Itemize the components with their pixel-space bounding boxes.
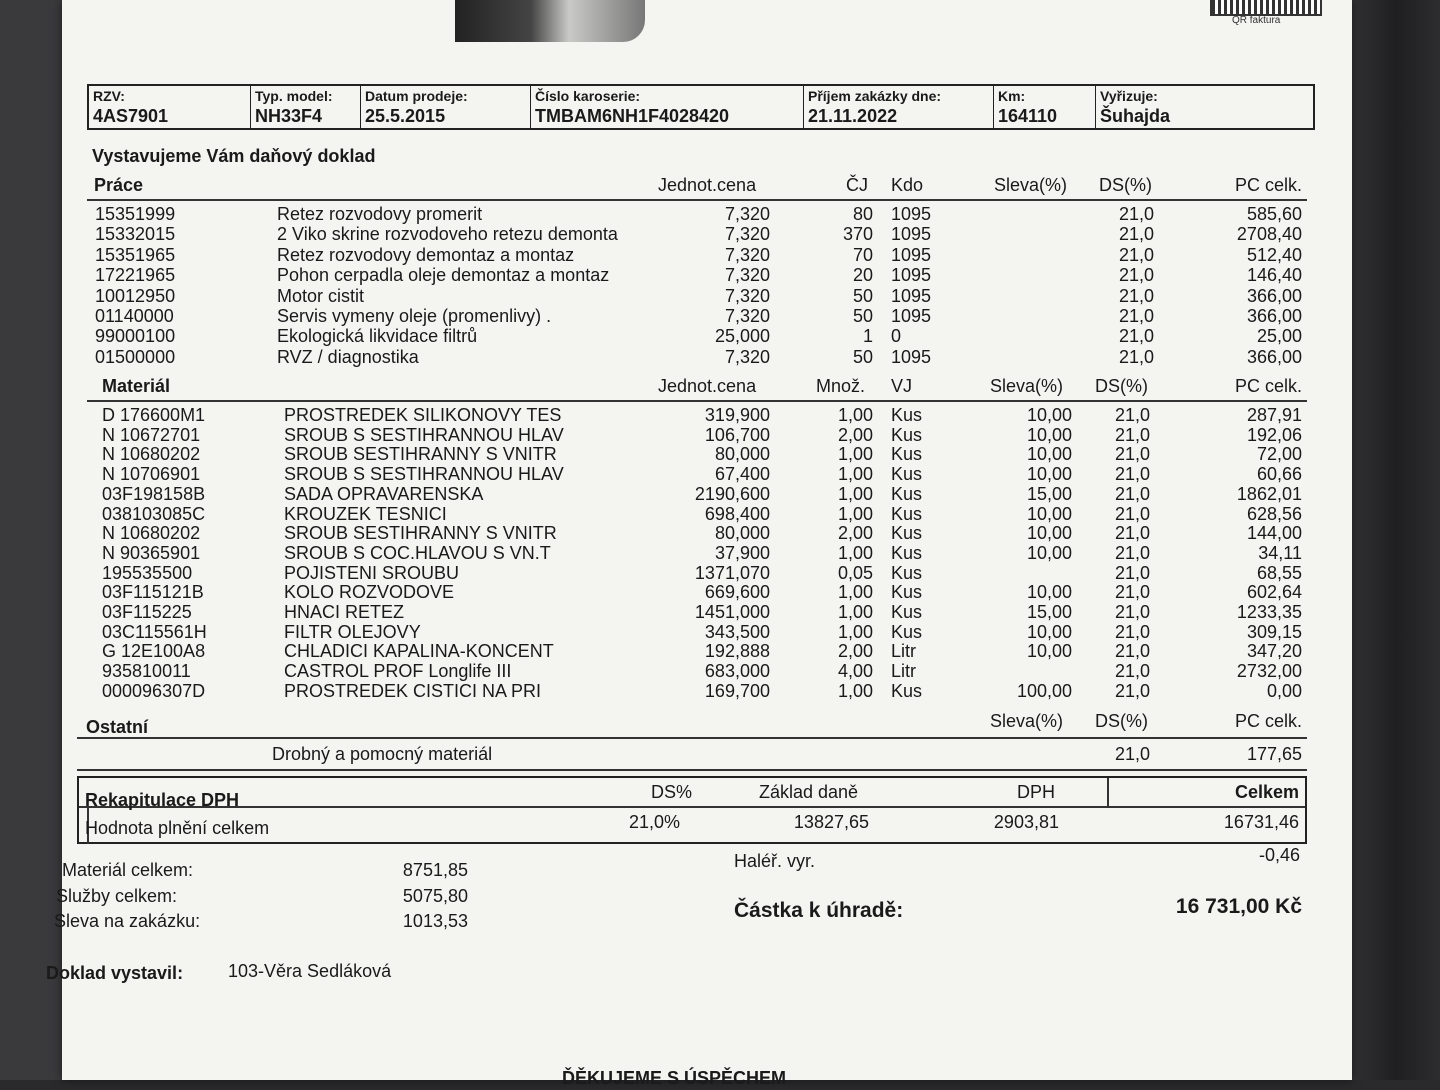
- material-qty: 4,00: [837, 661, 873, 682]
- prace-unit-price: 25,000: [714, 326, 770, 347]
- prace-code: 15351999: [95, 204, 176, 224]
- prace-total: 366,00: [1246, 306, 1302, 326]
- material-unit-price: 1451,000: [694, 602, 770, 622]
- info-cell-model: Typ. model: NH33F4: [251, 86, 361, 128]
- castka-label: Částka k úhradě:: [734, 899, 904, 922]
- material-total: 347,20: [1246, 641, 1302, 662]
- material-sleva: 10,00: [1026, 641, 1072, 662]
- rekap-col-zaklad: Základ daně: [759, 782, 859, 802]
- material-unit-price: 80,000: [714, 523, 770, 544]
- material-unit-price: 80,000: [714, 444, 770, 465]
- ostatni-header: [62, 711, 1352, 737]
- material-total: 309,15: [1246, 621, 1302, 642]
- prace-row: [62, 286, 1352, 308]
- prace-code: 99000100: [95, 326, 176, 347]
- material-total: 287,91: [1246, 405, 1302, 425]
- material-total: 1862,01: [1236, 483, 1302, 504]
- prace-kdo: 1095: [891, 265, 932, 286]
- castka-value: 16 731,00 Kč: [1175, 895, 1302, 918]
- material-qty: 1,00: [837, 405, 873, 425]
- material-unit: Kus: [891, 503, 923, 524]
- qr-label: QR faktura: [1232, 15, 1281, 26]
- prace-cj: 50: [852, 285, 873, 306]
- material-unit: Kus: [891, 562, 923, 583]
- rekap-col-celkem: Celkem: [1234, 782, 1299, 802]
- material-qty: 2,00: [837, 424, 873, 445]
- prace-total: 25,00: [1256, 326, 1302, 347]
- material-ds: 21,0: [1115, 444, 1151, 465]
- material-code: G 12E100A8: [102, 641, 206, 662]
- material-total: 34,11: [1258, 542, 1302, 563]
- rekap-row-zaklad: 13827,65: [793, 812, 869, 832]
- material-description: CASTROL PROF Longlife III: [284, 661, 512, 682]
- ostatni-item-pc: 177,65: [1246, 744, 1302, 764]
- vystavil-label: Doklad vystavil:: [46, 963, 184, 983]
- material-sleva: 10,00: [1026, 542, 1072, 563]
- material-col-mnoz: Množ.: [816, 376, 866, 396]
- info-cell-karoserie: Číslo karoserie: TMBAM6NH1F4028420: [531, 86, 804, 128]
- material-row: [62, 464, 1352, 486]
- material-unit-price: 319,900: [704, 405, 770, 425]
- prace-header: [62, 175, 1352, 197]
- material-qty: 1,00: [837, 602, 873, 622]
- material-code: N 10680202: [102, 523, 201, 544]
- material-row: [62, 563, 1352, 585]
- material-description: SROUB SESTIHRANNY S VNITR: [284, 523, 557, 544]
- material-ds: 21,0: [1115, 405, 1151, 425]
- rekap-header: [79, 782, 1305, 810]
- material-ds: 21,0: [1115, 641, 1151, 662]
- material-code: 935810011: [102, 661, 191, 682]
- material-unit: Kus: [891, 424, 923, 445]
- info-cell-rzv: RZV: 4AS7901: [89, 86, 251, 128]
- prace-description: Motor cistit: [277, 285, 365, 306]
- material-qty: 1,00: [837, 542, 873, 563]
- rekap-col-dph: DPH: [1017, 782, 1056, 802]
- material-unit-price: 683,000: [704, 661, 770, 682]
- prace-col-jednot: Jednot.cena: [658, 175, 757, 195]
- prace-col-sleva: Sleva(%): [994, 175, 1068, 195]
- material-unit: Litr: [891, 661, 917, 682]
- vystavil-value: 103-Věra Sedláková: [228, 961, 392, 981]
- material-ds: 21,0: [1115, 424, 1151, 445]
- material-unit: Litr: [891, 641, 917, 662]
- qr-code-icon: [1210, 0, 1322, 16]
- prace-description: RVZ / diagnostika: [277, 346, 419, 367]
- material-unit-price: 2190,600: [694, 483, 770, 504]
- prace-col-cj: ČJ: [846, 175, 868, 195]
- prace-row: [62, 265, 1352, 287]
- material-row: [62, 484, 1352, 506]
- prace-kdo: 1095: [891, 244, 932, 265]
- prace-description: Ekologická likvidace filtrů: [277, 326, 478, 347]
- prace-kdo: 1095: [891, 306, 932, 326]
- rekap-title: Rekapitulace DPH: [85, 790, 240, 810]
- material-code: D 176600M1: [102, 405, 206, 425]
- material-qty: 0,05: [837, 562, 873, 583]
- prace-ds: 21,0: [1119, 204, 1155, 224]
- material-row: [62, 641, 1352, 663]
- prace-kdo: 1095: [891, 224, 932, 245]
- prace-row: [62, 245, 1352, 267]
- prace-total: 512,40: [1246, 244, 1302, 265]
- ostatni-col-ds: DS(%): [1095, 711, 1148, 731]
- material-row: [62, 543, 1352, 565]
- material-ds: 21,0: [1115, 582, 1151, 603]
- material-row: [62, 602, 1352, 624]
- car-keys-object: [455, 0, 645, 42]
- material-description: SROUB SESTIHRANNY S VNITR: [284, 444, 557, 465]
- material-row: [62, 523, 1352, 545]
- total-sluzby-label: Služby celkem:: [56, 886, 178, 906]
- material-row: [62, 622, 1352, 644]
- prace-kdo: 1095: [891, 285, 932, 306]
- material-code: N 10672701: [102, 424, 201, 445]
- material-qty: 1,00: [837, 503, 873, 524]
- prace-code: 01500000: [95, 346, 176, 367]
- prace-kdo: 1095: [891, 204, 932, 224]
- material-total: 628,56: [1246, 503, 1302, 524]
- prace-ds: 21,0: [1119, 244, 1155, 265]
- material-description: SROUB S COC.HLAVOU S VN.T: [284, 542, 551, 563]
- haler-value: -0,46: [1258, 845, 1300, 865]
- prace-row: [62, 347, 1352, 369]
- prace-unit-price: 7,320: [724, 285, 770, 306]
- rekap-row-dph: 2903,81: [993, 812, 1059, 832]
- material-ds: 21,0: [1115, 680, 1151, 701]
- prace-ds: 21,0: [1119, 285, 1155, 306]
- material-total: 2732,00: [1236, 661, 1302, 682]
- material-unit-price: 67,400: [714, 464, 770, 485]
- prace-description: 2 Viko skrine rozvodoveho retezu demonta: [277, 224, 618, 245]
- ostatni-bottom-rule: [77, 769, 1307, 771]
- material-sleva: 10,00: [1026, 464, 1072, 485]
- material-unit-price: 37,900: [714, 542, 770, 563]
- material-code: N 10680202: [102, 444, 201, 465]
- material-sleva: 10,00: [1026, 523, 1072, 544]
- material-unit: Kus: [891, 542, 923, 563]
- material-code: N 10706901: [102, 464, 201, 485]
- rekapitulace-dph-box: [77, 776, 1307, 844]
- material-total: 144,00: [1246, 523, 1302, 544]
- ostatni-item-ds: 21,0: [1115, 744, 1151, 764]
- material-description: KROUZEK TESNICI: [284, 503, 447, 524]
- material-ds: 21,0: [1115, 503, 1151, 524]
- material-unit: Kus: [891, 621, 923, 642]
- total-sluzby-value: 5075,80: [402, 886, 468, 906]
- material-title: Materiál: [102, 376, 171, 396]
- material-qty: 1,00: [837, 621, 873, 642]
- material-ds: 21,0: [1115, 661, 1151, 682]
- material-rule: [87, 400, 1307, 402]
- prace-description: Retez rozvodovy promerit: [277, 204, 483, 224]
- material-row: [62, 661, 1352, 683]
- material-row: [62, 405, 1352, 427]
- material-ds: 21,0: [1115, 602, 1151, 622]
- material-code: 03F115225: [102, 602, 192, 622]
- material-code: N 90365901: [102, 542, 201, 563]
- prace-total: 366,00: [1246, 285, 1302, 306]
- material-code: 03F115121B: [102, 582, 204, 603]
- material-row: [62, 425, 1352, 447]
- material-row: [62, 681, 1352, 703]
- material-qty: 2,00: [837, 523, 873, 544]
- material-qty: 1,00: [837, 444, 873, 465]
- vehicle-info-table: [87, 84, 1315, 130]
- prace-col-pc: PC celk.: [1234, 175, 1302, 195]
- material-unit: Kus: [891, 405, 923, 425]
- info-cell-vyrizuje: Vyřizuje: Šuhajda: [1100, 88, 1171, 126]
- rekap-row-celkem: 16731,46: [1223, 812, 1299, 832]
- prace-code: 15351965: [95, 244, 176, 265]
- prace-row: [62, 224, 1352, 246]
- material-total: 60,66: [1256, 464, 1302, 485]
- material-sleva: 10,00: [1026, 503, 1072, 524]
- prace-ds: 21,0: [1119, 265, 1155, 286]
- rekap-row: [79, 812, 1305, 838]
- ostatni-row: [62, 744, 1352, 766]
- info-cell-datum: Datum prodeje: 25.5.2015: [361, 86, 531, 128]
- rekap-row-ds: 21,0%: [629, 812, 681, 832]
- prace-cj: 1: [862, 326, 873, 347]
- total-sleva-value: 1013,53: [402, 911, 468, 931]
- prace-total: 585,60: [1246, 204, 1302, 224]
- footer-line: [62, 1068, 1352, 1090]
- material-description: KOLO ROZVODOVE: [284, 582, 455, 603]
- material-unit-price: 669,600: [704, 582, 770, 603]
- prace-col-ds: DS(%): [1099, 175, 1152, 195]
- material-col-sleva: Sleva(%): [990, 376, 1064, 396]
- material-description: SADA OPRAVARENSKA: [284, 483, 484, 504]
- rekap-col-ds: DS%: [651, 782, 693, 802]
- material-sleva: 15,00: [1026, 483, 1072, 504]
- prace-cj: 370: [842, 224, 873, 245]
- material-ds: 21,0: [1115, 483, 1151, 504]
- prace-code: 01140000: [95, 306, 174, 326]
- material-ds: 21,0: [1115, 523, 1151, 544]
- prace-code: 15332015: [95, 224, 176, 245]
- vystavil-line: [46, 961, 1352, 985]
- material-sleva: 10,00: [1026, 582, 1072, 603]
- material-code: 195535500: [102, 562, 193, 583]
- prace-unit-price: 7,320: [724, 204, 770, 224]
- material-description: SROUB S SESTIHRANNOU HLAV: [284, 424, 564, 445]
- ostatni-col-sleva: Sleva(%): [990, 711, 1064, 731]
- invoice-sheet: [46, 0, 1352, 1088]
- material-qty: 1,00: [837, 582, 873, 603]
- document-title: Vystavujeme Vám daňový doklad: [92, 146, 376, 166]
- material-sleva: 100,00: [1016, 680, 1072, 701]
- prace-col-kdo: Kdo: [891, 175, 924, 195]
- ostatni-title: Ostatní: [86, 717, 149, 737]
- material-col-jednot: Jednot.cena: [658, 376, 757, 396]
- total-sleva-label: Sleva na zakázku:: [54, 911, 201, 931]
- material-unit: Kus: [891, 483, 923, 504]
- material-unit-price: 192,888: [704, 641, 770, 662]
- material-sleva: 10,00: [1026, 424, 1072, 445]
- material-unit: Kus: [891, 523, 923, 544]
- prace-ds: 21,0: [1119, 346, 1155, 367]
- material-col-ds: DS(%): [1095, 376, 1148, 396]
- material-total: 192,06: [1246, 424, 1302, 445]
- material-total: 602,64: [1246, 582, 1302, 603]
- material-total: 0,00: [1266, 680, 1302, 701]
- prace-cj: 50: [852, 346, 873, 367]
- prace-description: Retez rozvodovy demontaz a montaz: [277, 244, 575, 265]
- rekap-row-label: Hodnota plnění celkem: [85, 818, 270, 838]
- material-unit: Kus: [891, 680, 923, 701]
- material-col-pc: PC celk.: [1234, 376, 1302, 396]
- material-total: 72,00: [1256, 444, 1302, 465]
- prace-title: Práce: [94, 175, 144, 195]
- info-cell-km: Km: 164110: [994, 86, 1096, 128]
- material-unit-price: 106,700: [704, 424, 770, 445]
- total-material-value: 8751,85: [402, 860, 468, 880]
- info-cell-prijem: Příjem zakázky dne: 21.11.2022: [804, 86, 994, 128]
- material-ds: 21,0: [1115, 542, 1151, 563]
- material-qty: 1,00: [837, 483, 873, 504]
- material-description: PROSTREDEK CISTICI NA PRI: [284, 680, 542, 701]
- prace-ds: 21,0: [1119, 306, 1155, 326]
- prace-rule: [87, 199, 1307, 201]
- material-description: CHLADICI KAPALINA-KONCENT: [284, 641, 554, 662]
- prace-total: 366,00: [1246, 346, 1302, 367]
- prace-cj: 20: [852, 265, 873, 286]
- material-unit: Kus: [891, 582, 923, 603]
- ostatni-rule: [77, 737, 1307, 739]
- material-header: [62, 376, 1352, 398]
- prace-unit-price: 7,320: [724, 224, 770, 245]
- ostatni-col-pc: PC celk.: [1234, 711, 1302, 731]
- prace-total: 146,40: [1246, 265, 1302, 286]
- prace-row: [62, 326, 1352, 348]
- ostatni-item-name: Drobný a pomocný materiál: [272, 744, 493, 764]
- material-code: 03F198158B: [102, 483, 206, 504]
- material-description: HNACI RETEZ: [284, 602, 405, 622]
- material-code: 038103085C: [102, 503, 206, 524]
- material-col-vj: VJ: [891, 376, 913, 396]
- material-unit-price: 169,700: [704, 680, 770, 701]
- prace-total: 2708,40: [1236, 224, 1302, 245]
- document-title-line: [62, 146, 1352, 168]
- material-unit-price: 1371,070: [694, 562, 770, 583]
- material-ds: 21,0: [1115, 621, 1151, 642]
- total-material-label: Materiál celkem:: [62, 860, 194, 880]
- material-description: SROUB S SESTIHRANNOU HLAV: [284, 464, 564, 485]
- material-unit: Kus: [891, 444, 923, 465]
- prace-code: 17221965: [95, 265, 176, 286]
- prace-unit-price: 7,320: [724, 244, 770, 265]
- haler-label: Haléř. vyr.: [734, 851, 816, 871]
- material-unit: Kus: [891, 464, 923, 485]
- prace-ds: 21,0: [1119, 326, 1155, 347]
- material-unit-price: 343,500: [704, 621, 770, 642]
- prace-ds: 21,0: [1119, 224, 1155, 245]
- material-description: PROSTREDEK SILIKONOVY TES: [284, 405, 562, 425]
- material-qty: 1,00: [837, 680, 873, 701]
- material-ds: 21,0: [1115, 464, 1151, 485]
- material-sleva: 10,00: [1026, 444, 1072, 465]
- prace-cj: 50: [852, 306, 873, 326]
- prace-kdo: 1095: [891, 346, 932, 367]
- prace-unit-price: 7,320: [724, 306, 770, 326]
- material-row: [62, 582, 1352, 604]
- material-code: 03C115561H: [102, 621, 207, 642]
- haler-line: [62, 845, 1352, 873]
- material-sleva: 10,00: [1026, 621, 1072, 642]
- material-qty: 2,00: [837, 641, 873, 662]
- prace-description: Pohon cerpadla oleje demontaz a montaz: [277, 265, 610, 286]
- material-unit: Kus: [891, 602, 923, 622]
- prace-code: 10012950: [95, 285, 176, 306]
- material-description: POJISTENI SROUBU: [284, 562, 460, 583]
- footer-text: ĎĚKUJEME S ÚSPĚCHEM: [562, 1068, 787, 1088]
- prace-unit-price: 7,320: [724, 346, 770, 367]
- material-sleva: 15,00: [1026, 602, 1072, 622]
- material-code: 000096307D: [102, 680, 206, 701]
- material-sleva: 10,00: [1026, 405, 1072, 425]
- material-unit-price: 698,400: [704, 503, 770, 524]
- prace-cj: 80: [852, 204, 873, 224]
- material-qty: 1,00: [837, 464, 873, 485]
- material-description: FILTR OLEJOVY: [284, 621, 421, 642]
- material-total: 68,55: [1256, 562, 1302, 583]
- material-ds: 21,0: [1115, 562, 1151, 583]
- material-total: 1233,35: [1236, 602, 1302, 622]
- prace-row: [62, 306, 1352, 328]
- prace-cj: 70: [852, 244, 873, 265]
- material-row: [62, 444, 1352, 466]
- prace-unit-price: 7,320: [724, 265, 770, 286]
- material-row: [62, 504, 1352, 526]
- prace-kdo: 0: [891, 326, 902, 347]
- prace-description: Servis vymeny oleje (promenlivy) .: [277, 306, 552, 326]
- prace-row: [62, 204, 1352, 226]
